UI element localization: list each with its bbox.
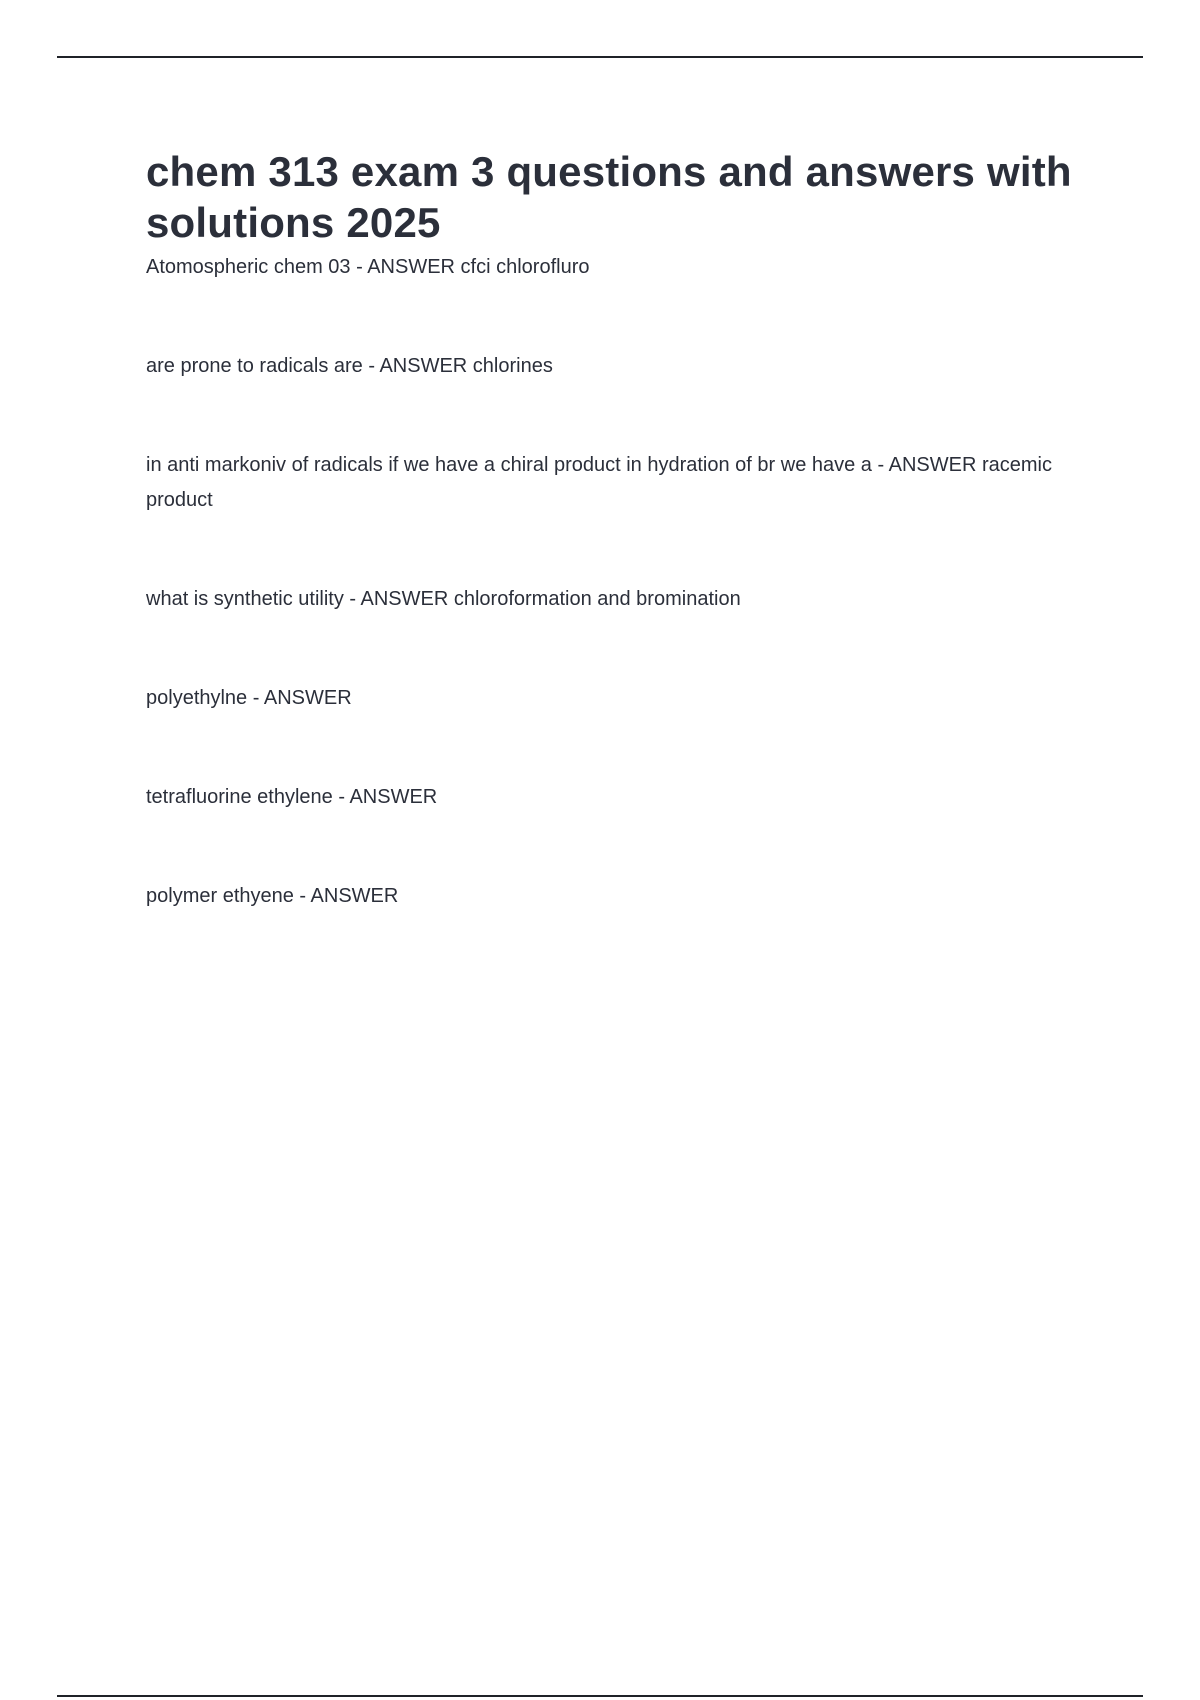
qa-item: what is synthetic utility - ANSWER chloroformation and bromination xyxy=(146,588,741,610)
top-rule xyxy=(57,56,1143,58)
qa-item: in anti markoniv of radicals if we have a chiral product in hydration of br we have a - ANSWER racemic product xyxy=(146,454,1052,511)
qa-list xyxy=(146,250,1086,914)
document-title: chem 313 exam 3 questions and answers with solutions 2025 xyxy=(146,148,1072,246)
qa-item: are prone to radicals are - ANSWER chlorines xyxy=(146,355,553,377)
qa-item: polyethylne - ANSWER xyxy=(146,687,352,709)
document-body xyxy=(146,146,1086,914)
bottom-rule xyxy=(57,1695,1143,1697)
qa-item: tetrafluorine ethylene - ANSWER xyxy=(146,786,438,808)
qa-item: Atomospheric chem 03 - ANSWER cfci chlorofluro xyxy=(146,256,590,278)
qa-item: polymer ethyene - ANSWER xyxy=(146,885,399,907)
